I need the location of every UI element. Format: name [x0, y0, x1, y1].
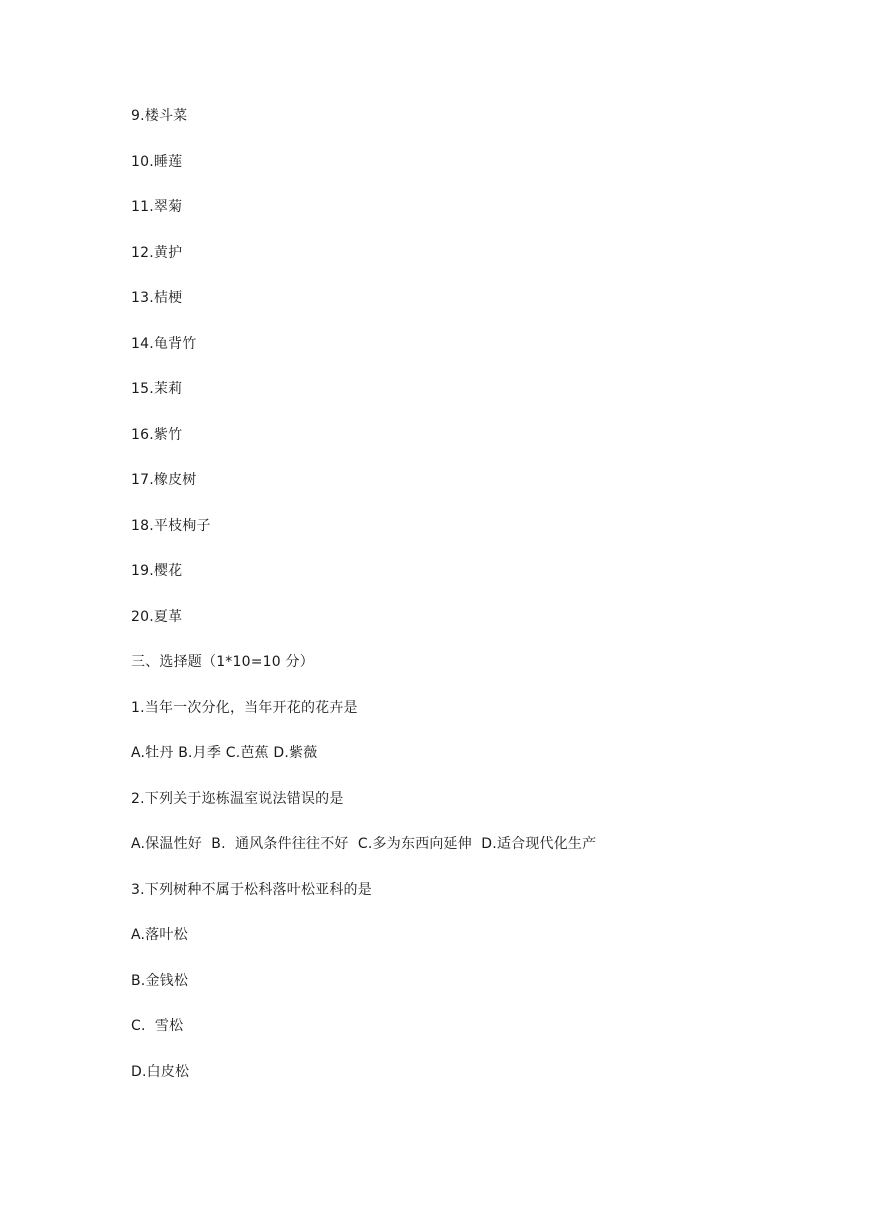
question-option: D.白皮松 [131, 1063, 190, 1080]
question-options: A.保温性好 B. 通风条件往往不好 C.多为东西向延伸 D.适合现代化生产 [131, 836, 597, 852]
question-options: A.牡丹 B.月季 C.芭蕉 D.紫薇 [131, 745, 318, 761]
list-item: 16.紫竹 [131, 426, 183, 443]
list-item: 20.夏革 [131, 608, 183, 625]
question-option: A.落叶松 [131, 927, 188, 943]
list-item: 13.桔梗 [131, 290, 183, 306]
list-item: 14.龟背竹 [131, 335, 197, 352]
list-item: 11.翠菊 [131, 199, 183, 215]
question-option: B.金钱松 [131, 972, 189, 989]
list-item: 9.楼斗菜 [131, 108, 188, 124]
list-item: 17.橡皮树 [131, 472, 197, 488]
list-item: 19.樱花 [131, 563, 183, 579]
document-content [131, 103, 781, 1104]
list-item: 18.平枝栒子 [131, 517, 211, 534]
list-item: 15.茉莉 [131, 381, 183, 397]
question-stem: 2.下列关于迩栋温室说法错误的是 [131, 790, 344, 807]
list-item: 12.黄护 [131, 244, 183, 261]
list-item: 10.睡莲 [131, 153, 183, 170]
section-heading: 三、选择题（1*10=10 分） [131, 654, 314, 670]
question-stem: 3.下列树种不属于松科落叶松亚科的是 [131, 881, 372, 898]
question-stem: 1.当年一次分化，当年开花的花卉是 [131, 699, 358, 716]
question-option: C. 雪松 [131, 1018, 184, 1034]
